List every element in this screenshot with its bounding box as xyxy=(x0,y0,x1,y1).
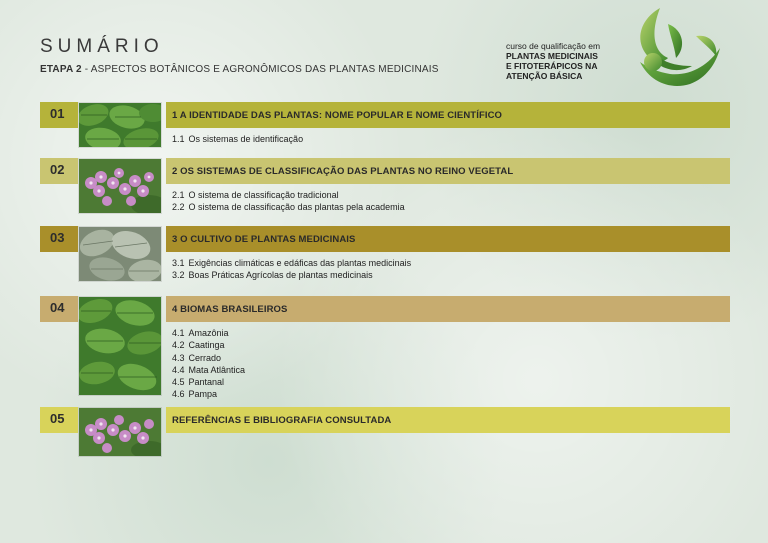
stage-label: ETAPA 2 xyxy=(40,64,82,75)
list-item[interactable] xyxy=(172,352,245,364)
section-items xyxy=(172,257,411,282)
item-number: 4.6 xyxy=(172,389,185,400)
item-number: 2.1 xyxy=(172,190,185,200)
item-text: Pantanal xyxy=(188,377,225,388)
section-title: 2 OS SISTEMAS DE CLASSIFICAÇÃO DAS PLANTAS NO REINO VEGETAL xyxy=(166,158,730,184)
section-title: 4 BIOMAS BRASILEIROS xyxy=(166,296,730,322)
item-text: Exigências climáticas e edáficas das plantas medicinais xyxy=(188,258,412,268)
list-item[interactable] xyxy=(172,201,405,213)
section-number: 03 xyxy=(40,226,78,252)
logo-line-2: PLANTAS MEDICINAIS xyxy=(506,51,598,61)
section-number: 04 xyxy=(40,296,78,322)
flowers-thumbnail xyxy=(78,158,162,214)
item-number: 2.2 xyxy=(172,202,185,213)
list-item[interactable] xyxy=(172,339,245,351)
item-number: 4.5 xyxy=(172,377,185,388)
leaves-thumbnail xyxy=(78,102,162,148)
logo-line-1: curso de qualificação em xyxy=(506,41,601,51)
item-text: Boas Práticas Agrícolas de plantas medicinais xyxy=(188,270,373,281)
item-text: Os sistemas de identificação xyxy=(188,134,304,144)
item-number: 4.4 xyxy=(172,364,185,375)
item-text: Pampa xyxy=(188,389,218,400)
item-text: O sistema de classificação tradicional xyxy=(188,190,339,200)
grey-leaves-thumbnail xyxy=(78,226,162,282)
item-text: Amazônia xyxy=(188,328,229,338)
item-number: 4.1 xyxy=(172,328,185,338)
section-items xyxy=(172,189,405,214)
flowers-thumbnail xyxy=(78,407,162,457)
list-item[interactable] xyxy=(172,388,245,400)
item-number: 4.3 xyxy=(172,352,185,363)
item-text: O sistema de classificação das plantas pela academia xyxy=(188,202,405,213)
leaves-thumbnail xyxy=(78,296,162,396)
item-number: 1.1 xyxy=(172,134,185,144)
stage-title: - ASPECTOS BOTÂNICOS E AGRONÔMICOS DAS PLANTAS MEDICINAIS xyxy=(81,64,439,75)
logo-line-4: ATENÇÃO BÁSICA xyxy=(506,71,583,81)
page-title: SUMÁRIO xyxy=(40,36,164,57)
item-text: Mata Atlântica xyxy=(188,364,246,375)
list-item[interactable] xyxy=(172,257,411,269)
section-title: 1 A IDENTIDADE DAS PLANTAS: NOME POPULAR E NOME CIENTÍFICO xyxy=(166,102,730,128)
list-item[interactable] xyxy=(172,133,303,145)
item-number: 3.2 xyxy=(172,270,185,281)
list-item[interactable] xyxy=(172,376,245,388)
leaf-logo-icon xyxy=(620,4,724,100)
course-logo-text xyxy=(506,41,626,81)
list-item[interactable] xyxy=(172,327,245,339)
section-title: REFERÊNCIAS E BIBLIOGRAFIA CONSULTADA xyxy=(166,407,730,433)
list-item[interactable] xyxy=(172,269,411,281)
section-number: 05 xyxy=(40,407,78,433)
list-item[interactable] xyxy=(172,364,245,376)
section-number: 02 xyxy=(40,158,78,184)
section-title: 3 O CULTIVO DE PLANTAS MEDICINAIS xyxy=(166,226,730,252)
item-number: 3.1 xyxy=(172,258,185,268)
section-items xyxy=(172,327,245,401)
section-number: 01 xyxy=(40,102,78,128)
logo-line-3: E FITOTERÁPICOS NA xyxy=(506,61,598,71)
list-item[interactable] xyxy=(172,189,405,201)
item-text: Cerrado xyxy=(188,352,222,363)
page-subtitle xyxy=(40,64,439,75)
section-items xyxy=(172,133,303,145)
item-number: 4.2 xyxy=(172,340,185,351)
item-text: Caatinga xyxy=(188,340,225,351)
